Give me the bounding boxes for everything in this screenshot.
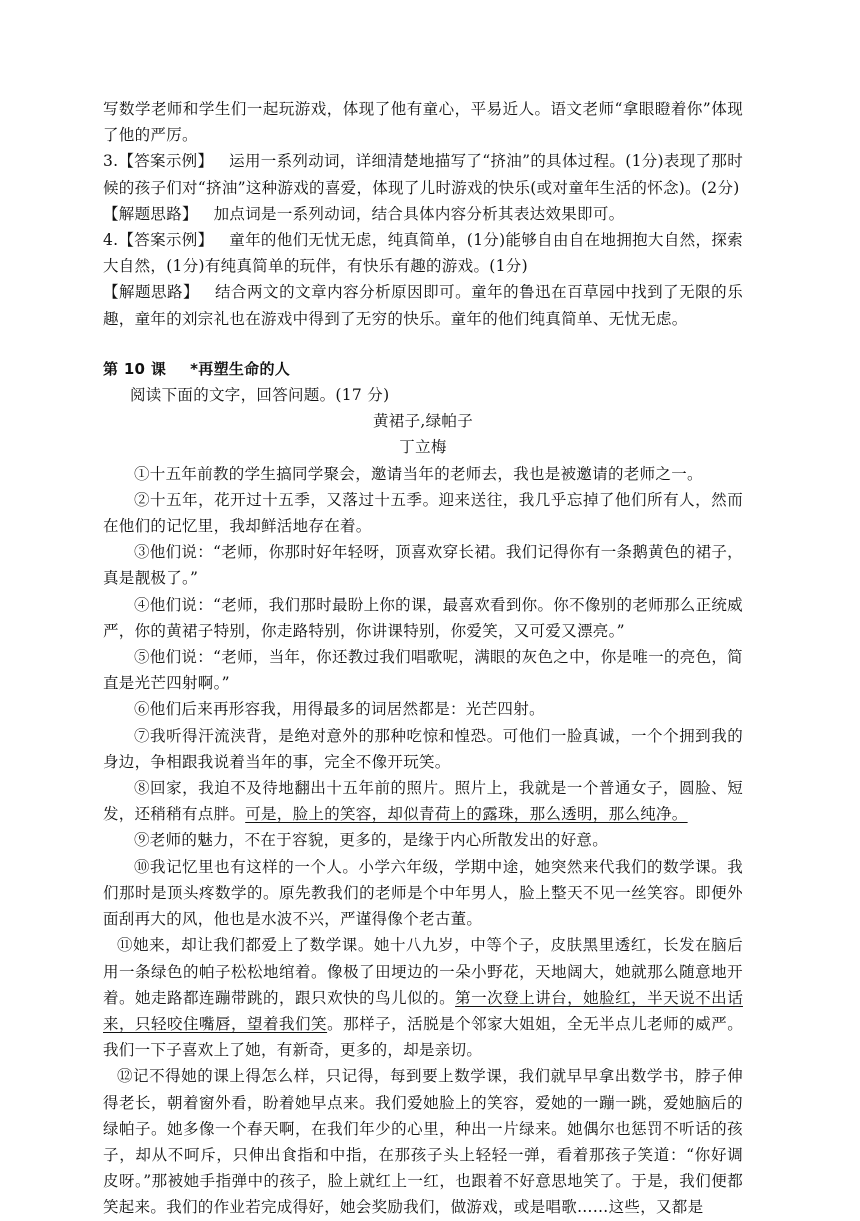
article-paragraph-1: ①十五年前教的学生搞同学聚会，邀请当年的老师去，我也是被邀请的老师之一。 — [134, 464, 703, 483]
paragraph-11-text-end: 。那样子，活脱是个邻家大姐姐，全无半点儿老师的威严。我们一下子喜欢上了她，有新奇，更多的，却是亲切。 — [103, 1014, 743, 1060]
article-author: 丁立梅 — [399, 438, 447, 457]
answer-paragraph-3 — [103, 148, 743, 200]
answer-label: 3.【答案示例】 — [103, 152, 214, 171]
answer-paragraph-1: 写数学老师和学生们一起玩游戏，体现了他有童心，平易近人。语文老师“拿眼瞪着你”体现了他的严厉。 — [103, 100, 743, 145]
answer-text: 运用一系列动词，详细清楚地描写了“挤油”的具体过程。(1分)表现了那时候的孩子们对“挤油”这种游戏的喜爱，体现了儿时游戏的快乐(或对童年生活的怀念)。(2分) — [103, 152, 743, 197]
paragraph-8-text: ⑧回家，我迫不及待地翻出十五年前的照片。照片上，我就是一个普通女子，圆脸、短发，还稍稍有点胖。 — [103, 779, 743, 824]
article-paragraph-3: ③他们说：“老师，你那时好年轻呀，顶喜欢穿长裙。我们记得你有一条鹅黄色的裙子，真是靓极了。” — [103, 543, 743, 588]
answer-text: 童年的他们无忧无虑，纯真简单，(1分)能够自由自在地拥抱大自然，探索大自然，(1分)有纯真简单的玩伴，有快乐有趣的游戏。(1分) — [103, 231, 743, 276]
document-page — [103, 96, 743, 1221]
article-paragraph-7: ⑦我听得汗流浃背，是绝对意外的那种吃惊和惶恐。可他们一脸真诚，一个个拥到我的身边，争相跟我说着当年的事，完全不像开玩笑。 — [103, 726, 743, 771]
article-paragraph-12: ⑫记不得她的课上得怎么样，只记得，每到要上数学课，我们就早早拿出数学书，脖子伸得老长，朝着窗外看，盼着她早点来。我们爱她脸上的笑容，爱她的一蹦一跳，爱她脑后的绿帕子。她多像一个春天啊，在我们年少的心里，种出一片绿来。她偶尔也惩罚不听话的孩子，却从不呵斥，只伸出食指和中指，在那孩子头上轻轻一弹，看着那孩子笑道：“你好调皮呀。”那被她手指弹中的孩子，脸上就红上一红，也跟着不好意思地笑了。于是，我们便都笑起来。我们的作业若完成得好，她会奖励我们，做游戏，或是唱歌……这些，又都是 — [103, 1067, 743, 1217]
lesson-heading — [103, 356, 743, 382]
article-paragraph-8 — [103, 775, 743, 827]
solution-text: 结合两文的文章内容分析原因即可。童年的鲁迅在百草园中找到了无限的乐趣，童年的刘宗礼也在游戏中得到了无穷的快乐。童年的他们纯真简单、无忧无虑。 — [103, 283, 743, 328]
article-paragraph-5: ⑤他们说：“老师，当年，你还教过我们唱歌呢，满眼的灰色之中，你是唯一的亮色，简直是光芒四射啊。” — [103, 648, 743, 693]
paragraph-11-text: ⑪她来，却让我们都爱上了数学课。她十八九岁，中等个子，皮肤黑里透红，长发在脑后用一条绿色的帕子松松地绾着。像极了田埂边的一朵小野花，天地阔大，她就那么随意地开着。她走路都连蹦带跳的，跟只欢快的鸟儿似的。 — [103, 936, 743, 1007]
answer-label: 4.【答案示例】 — [103, 231, 214, 250]
answer-paragraph-4 — [103, 227, 743, 279]
solution-paragraph-3 — [103, 201, 743, 227]
article-paragraph-11 — [103, 932, 743, 1063]
article-paragraph-10: ⑩我记忆里也有这样的一个人。小学六年级，学期中途，她突然来代我们的数学课。我们那时是顶头疼数学的。原先教我们的老师是个中年男人，脸上整天不见一丝笑容。即便外面刮再大的风，他也是水波不兴，严谨得像个老古董。 — [103, 857, 743, 929]
lesson-title: *再塑生命的人 — [190, 359, 291, 378]
lesson-number: 第 10 课 — [103, 359, 167, 378]
solution-text: 加点词是一系列动词，结合具体内容分析其表达效果即可。 — [213, 204, 625, 223]
article-title: 黄裙子,绿帕子 — [372, 412, 474, 431]
article-paragraph-6: ⑥他们后来再形容我，用得最多的词居然都是：光芒四射。 — [134, 700, 545, 719]
solution-label: 【解题思路】 — [103, 283, 200, 302]
solution-paragraph-4 — [103, 279, 743, 331]
underlined-sentence-11: 第一次登上讲台，她脸红，半天说不出话来，只轻咬住嘴唇，望着我们笑 — [103, 988, 743, 1033]
underlined-sentence-8: 可是，脸上的笑容，却似青荷上的露珠，那么透明，那么纯净。 — [245, 805, 688, 824]
article-paragraph-2: ②十五年，花开过十五季，又落过十五季。迎来送往，我几乎忘掉了他们所有人，然而在他们的记忆里，我却鲜活地存在着。 — [103, 490, 743, 536]
article-paragraph-9: ⑨老师的魅力，不在于容貌，更多的，是缘于内心所散发出的好意。 — [134, 831, 609, 850]
solution-label: 【解题思路】 — [103, 204, 198, 223]
reading-instruction: 阅读下面的文字，回答问题。(17 分) — [130, 386, 390, 405]
article-paragraph-4: ④他们说：“老师，我们那时最盼上你的课，最喜欢看到你。你不像别的老师那么正统威严，你的黄裙子特别，你走路特别，你讲课特别，你爱笑，又可爱又漂亮。” — [103, 595, 743, 640]
